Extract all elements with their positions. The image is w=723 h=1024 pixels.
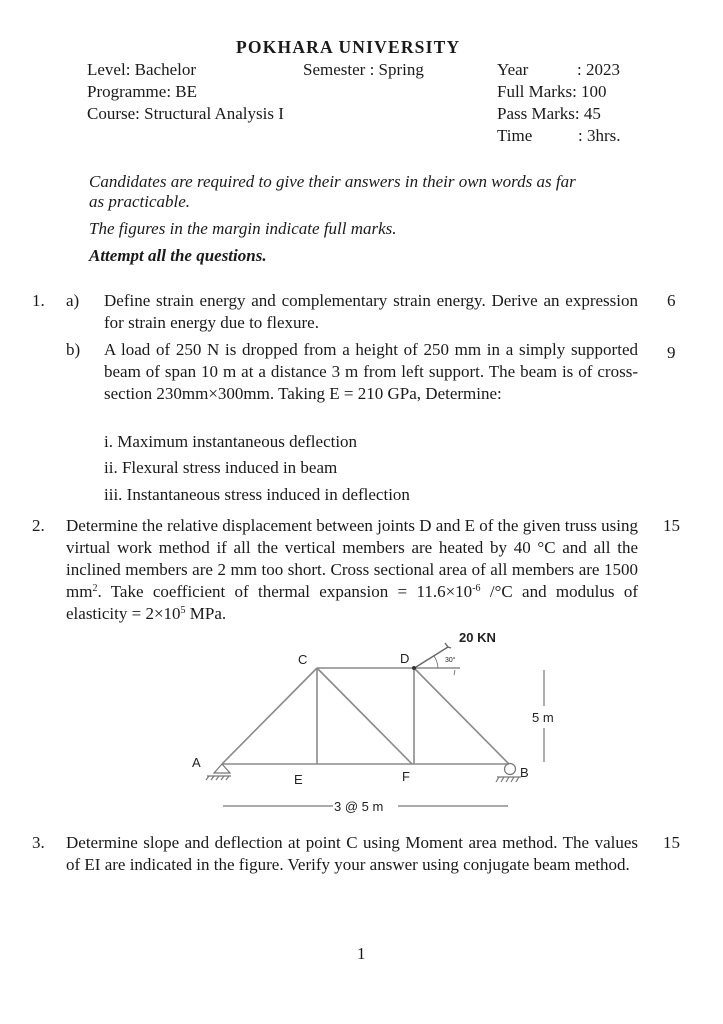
truss-members: [222, 668, 509, 764]
question-2-marks: 15: [663, 516, 680, 535]
question-3-number: 3.: [32, 833, 45, 852]
span-label: 3 @ 5 m: [334, 799, 384, 814]
question-1b-marks: 9: [667, 343, 676, 362]
instruction-line-4: Attempt all the questions.: [89, 246, 267, 265]
roller-support-b: [496, 764, 521, 783]
angle-label: 30°: [445, 657, 456, 664]
course-label: Course: Structural Analysis I: [87, 104, 284, 123]
question-3-text: Determine slope and deflection at point C using Moment area method. The values of EI are indicated in the figure. Verify your answer using conjugate beam method.: [66, 833, 638, 874]
question-3-marks: 15: [663, 833, 680, 852]
question-1a-text: Define strain energy and complementary strain energy. Derive an expression for strain energy due to flexure.: [104, 291, 638, 332]
joint-label-e: E: [294, 772, 303, 787]
programme-label: Programme: BE: [87, 82, 198, 101]
joint-label-b: B: [520, 765, 529, 780]
joint-d-dot: [412, 666, 416, 670]
joint-label-c: C: [298, 652, 308, 667]
joint-label-d: D: [400, 651, 410, 666]
full-marks-label: Full Marks: 100: [497, 82, 607, 101]
time-value: : 3hrs.: [578, 126, 621, 145]
instruction-line-1: Candidates are required to give their answers in their own words as far: [89, 172, 576, 191]
question-1b-subitem: ii. Flexural stress induced in beam: [104, 458, 338, 477]
question-1-number: 1.: [32, 291, 45, 310]
year-label: Year: [497, 60, 529, 79]
question-1a-marks: 6: [667, 291, 676, 310]
semester-label: Semester : Spring: [303, 60, 424, 79]
question-1b-text: A load of 250 N is dropped from a height of 250 mm in a simply supported beam of span 10 m at a distance 3 m from left support. The beam is of cross-section 230mm×300mm. Taking E = 210 GPa, Determine:: [104, 340, 638, 403]
load-label: 20 KN: [459, 630, 496, 645]
university-title: POKHARA UNIVERSITY: [236, 37, 461, 57]
question-1a-label: a): [66, 291, 80, 310]
question-1b-label: b): [66, 340, 81, 359]
question-2-number: 2.: [32, 516, 45, 535]
question-2-text: Determine the relative displacement between joints D and E of the given truss using virtual work method if all the vertical members are heated by 40 °C and all the inclined members are 2 mm too short. Cross sectional area of all members are 1500 $mm^2$. Take coefficient of thermal expansion = $11.6\times 10^{-6}$ /°C and modulus of elasticity = $2\times 10^5$ MPa.: [66, 516, 638, 623]
instruction-line-2: as practicable.: [89, 192, 191, 211]
question-1b-subitem: i. Maximum instantaneous deflection: [104, 432, 358, 451]
pass-marks-label: Pass Marks: 45: [497, 104, 601, 123]
level-label: Level: Bachelor: [87, 60, 197, 79]
joint-label-a: A: [192, 755, 201, 770]
page-number: 1: [357, 944, 366, 963]
instruction-line-3: The figures in the margin indicate full marks.: [89, 219, 397, 238]
year-value: : 2023: [577, 60, 620, 79]
joint-label-f: F: [402, 769, 410, 784]
time-label: Time: [497, 126, 533, 145]
height-label: 5 m: [532, 710, 554, 725]
load-arrow: [416, 643, 455, 675]
pin-support-a: [206, 764, 231, 780]
question-1b-subitem: iii. Instantaneous stress induced in deflection: [104, 485, 410, 504]
